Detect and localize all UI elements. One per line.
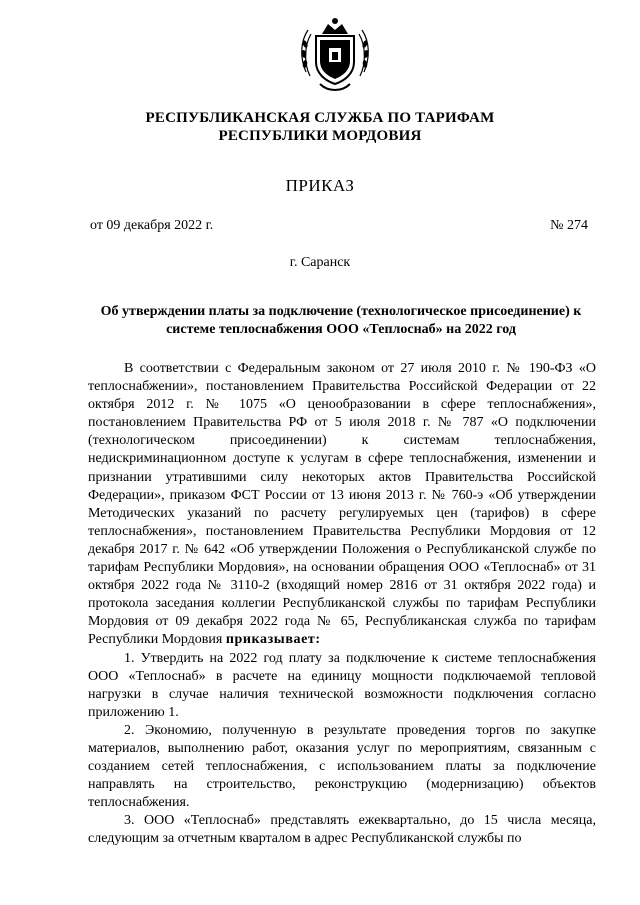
- document-title: Об утверждении платы за подключение (технологическое присоединение) к системе теплоснабжения ООО «Теплоснаб» на 2022 год: [100, 304, 582, 337]
- preamble-paragraph: [88, 360, 596, 650]
- document-date: от 09 декабря 2022 г.: [90, 218, 214, 233]
- order-verb: приказывает:: [225, 632, 321, 648]
- document-type: ПРИКАЗ: [285, 176, 355, 195]
- order-item-3: 3. ООО «Теплоснаб» представлять ежеквартально, до 15 числа месяца, следующим за отчетным кварталом в адрес Республиканской службы по: [88, 813, 596, 847]
- preamble-text: В соответствии с Федеральным законом от 27 июля 2010 г. № 190-ФЗ «О теплоснабжении», постановлением Правительства Российской Федерации от 22 октября 2012 г. № 1075 «О ценообразовании в сфере теплоснабжения», постановлением Правительства РФ от 5 июля 2018 г. № 787 «О подключении (технологическом присоединении) к системам теплоснабжения, недискриминационном доступе к услугам в сфере теплоснабжения, изменении и признании утратившими силу некоторых актов Правительства Российской Федерации», приказом ФСТ России от 13 июня 2013 г. № 760-э «Об утверждении Методических указаний по расчету регулируемых цен (тарифов) в сфере теплоснабжения», постановлением Правительства Республики Мордовия от 12 декабря 2017 г. № 642 «Об утверждении Положения о Республиканской службе по тарифам Республики Мордовия», на основании обращения ООО «Теплоснаб» от 31 октября 2022 года № 3110-2 (входящий номер 2816 от 31 октября 2022 года) и протокола заседания коллегии Республиканской службы по тарифам Республики Мордовия от 09 декабря 2022 года № 65, Республиканская служба по тарифам Республики Мордовия: [88, 361, 596, 648]
- coat-of-arms-emblem: [298, 14, 372, 94]
- document-city: г. Саранск: [289, 255, 351, 270]
- document-number: № 274: [550, 218, 588, 233]
- organization-name-line2: РЕСПУБЛИКИ МОРДОВИЯ: [218, 128, 422, 144]
- order-item-1: 1. Утвердить на 2022 год плату за подключение к системе теплоснабжения ООО «Теплоснаб» в расчете на единицу мощности подключаемой тепловой нагрузки в случае наличия технической возможности подключения согласно приложению 1.: [88, 650, 596, 720]
- organization-name-line1: РЕСПУБЛИКАНСКАЯ СЛУЖБА ПО ТАРИФАМ: [145, 110, 495, 126]
- order-item-2: 2. Экономию, полученную в результате проведения торгов по закупке материалов, выполнению работ, оказания услуг по мероприятиям, связанным с созданием сетей теплоснабжения, с использованием платы за подключение направлять на строительство, реконструкцию (модернизацию) объектов теплоснабжения.: [88, 722, 596, 811]
- document-body: [88, 360, 596, 849]
